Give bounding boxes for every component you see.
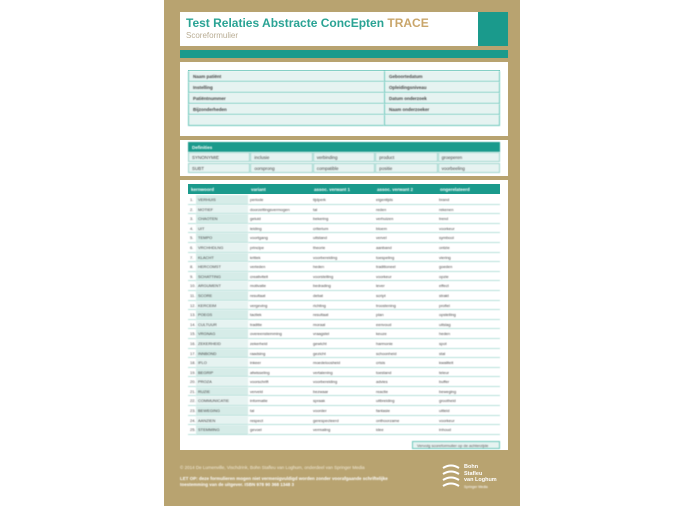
item-option[interactable]: bedrading: [311, 281, 374, 291]
item-option[interactable]: vermaling: [311, 425, 374, 435]
item-option[interactable]: tijdperk: [311, 195, 374, 205]
publisher-logo: [440, 462, 510, 492]
item-option[interactable]: tal: [311, 205, 374, 215]
patient-info-section: [180, 62, 508, 136]
item-option[interactable]: toestand: [374, 368, 437, 378]
info-field[interactable]: Geboortedatum: [384, 71, 500, 82]
item-option[interactable]: keuze: [374, 329, 437, 339]
item-number: 4.: [188, 224, 196, 234]
item-option[interactable]: reden: [374, 205, 437, 215]
info-field[interactable]: Instelling: [188, 82, 384, 93]
item-option[interactable]: eenvoud: [374, 320, 437, 330]
item-keyword: IFLO: [196, 358, 248, 368]
item-option[interactable]: kritiek: [248, 253, 311, 263]
item-option[interactable]: gezicht: [311, 349, 374, 359]
item-keyword: PROZA: [196, 377, 248, 387]
item-keyword: VRGNAG: [196, 329, 248, 339]
item-option[interactable]: goeden: [437, 262, 500, 272]
item-number: 16.: [188, 339, 196, 349]
item-row: [188, 291, 500, 301]
item-option[interactable]: symbool: [437, 233, 500, 243]
item-option[interactable]: toespeling: [374, 253, 437, 263]
item-keyword: AANZIEN: [196, 416, 248, 426]
item-number: 17.: [188, 349, 196, 359]
continue-note: Vervolg scoreformulier op de achterzijde: [412, 441, 500, 449]
item-option[interactable]: uitstand: [311, 233, 374, 243]
item-option[interactable]: doorzettingsvermogen: [248, 205, 311, 215]
item-row: [188, 281, 500, 291]
definition-cell: groeperen: [438, 152, 500, 162]
item-number: 7.: [188, 253, 196, 263]
item-keyword: BEWEGING: [196, 406, 248, 416]
item-row: [188, 262, 500, 272]
item-row: [188, 233, 500, 243]
item-option[interactable]: gerespecteerd: [311, 416, 374, 426]
item-option[interactable]: zekerheid: [248, 339, 311, 349]
definitions-section: [180, 140, 508, 176]
item-option[interactable]: opstelling: [437, 310, 500, 320]
item-option[interactable]: bekering: [311, 214, 374, 224]
item-number: 8.: [188, 262, 196, 272]
item-option[interactable]: inkeer: [248, 358, 311, 368]
item-number: 12.: [188, 301, 196, 311]
item-keyword: KLACHT: [196, 253, 248, 263]
item-number: 24.: [188, 416, 196, 426]
item-keyword: UIT: [196, 224, 248, 234]
item-option[interactable]: teleur: [437, 368, 500, 378]
info-field[interactable]: [384, 115, 500, 126]
info-field[interactable]: Opleidingsniveau: [384, 82, 500, 93]
title-main: Test Relaties Abstracte ConcEpten: [186, 16, 388, 30]
items-column-header: variant: [251, 187, 266, 192]
item-option[interactable]: voorkeur: [437, 416, 500, 426]
item-number: 13.: [188, 310, 196, 320]
item-option[interactable]: viering: [437, 253, 500, 263]
item-option[interactable]: theorie: [311, 243, 374, 253]
item-keyword: TEMPO: [196, 233, 248, 243]
item-row: [188, 425, 500, 435]
item-option[interactable]: afwisseling: [248, 368, 311, 378]
publisher-name-line1: Bohn: [464, 464, 479, 470]
item-keyword: ARGUMENT: [196, 281, 248, 291]
item-option[interactable]: spot: [437, 339, 500, 349]
item-row: [188, 387, 500, 397]
info-field[interactable]: [188, 115, 384, 126]
item-option[interactable]: brand: [437, 195, 500, 205]
item-option[interactable]: voorkeur: [374, 272, 437, 282]
item-option[interactable]: onthoorzame: [374, 416, 437, 426]
item-row: [188, 243, 500, 253]
item-option[interactable]: voorder: [311, 406, 374, 416]
info-field[interactable]: Datum onderzoek: [384, 93, 500, 104]
item-number: 23.: [188, 406, 196, 416]
item-row: [188, 329, 500, 339]
item-option[interactable]: informatie: [248, 396, 311, 406]
item-keyword: COMMUNICATIE: [196, 396, 248, 406]
item-option[interactable]: voorbereiding: [311, 377, 374, 387]
definition-cell: SYNONYMIE: [188, 152, 250, 162]
item-number: 11.: [188, 291, 196, 301]
item-row: [188, 310, 500, 320]
item-keyword: HERCOMST: [196, 262, 248, 272]
item-keyword: INNBOND: [196, 349, 248, 359]
item-option[interactable]: uitleid: [437, 406, 500, 416]
item-option[interactable]: uitslag: [437, 320, 500, 330]
item-option[interactable]: voorbereiding: [311, 253, 374, 263]
definition-cell: positie: [375, 163, 437, 173]
copyright-text: © 2014 De Lumenville, Vischdrink, Bohn Stafleu van Loghum, onderdeel van Springer Media: [180, 465, 365, 470]
items-table: [188, 195, 500, 435]
title-accent: TRACE: [387, 16, 429, 30]
item-number: 22.: [188, 396, 196, 406]
item-option[interactable]: overeenstemming: [248, 329, 311, 339]
item-option[interactable]: tal: [248, 406, 311, 416]
item-option[interactable]: creativiteit: [248, 272, 311, 282]
item-option[interactable]: idee: [374, 425, 437, 435]
item-row: [188, 320, 500, 330]
publisher-name-line2: Stafleu: [464, 470, 483, 477]
item-option[interactable]: vervel: [374, 233, 437, 243]
item-keyword: POEGS: [196, 310, 248, 320]
item-row: [188, 396, 500, 406]
item-row: [188, 339, 500, 349]
form-header: [180, 12, 508, 46]
item-option[interactable]: strakt: [437, 291, 500, 301]
item-number: 25.: [188, 425, 196, 435]
info-field[interactable]: Patiëntnummer: [188, 93, 384, 104]
item-number: 10.: [188, 281, 196, 291]
item-number: 6.: [188, 243, 196, 253]
item-option[interactable]: criterium: [311, 224, 374, 234]
item-option[interactable]: opzie: [437, 272, 500, 282]
definition-cell: voorbeeling: [438, 163, 500, 173]
item-keyword: CHAOTEN: [196, 214, 248, 224]
item-option[interactable]: aanband: [374, 243, 437, 253]
item-option[interactable]: spraak: [311, 396, 374, 406]
item-option[interactable]: fantasie: [374, 406, 437, 416]
item-option[interactable]: eigentijds: [374, 195, 437, 205]
item-option[interactable]: uitbreiding: [374, 396, 437, 406]
item-row: [188, 377, 500, 387]
item-option[interactable]: voorkeur: [437, 224, 500, 234]
item-option[interactable]: harmonie: [374, 339, 437, 349]
item-option[interactable]: effect: [437, 281, 500, 291]
items-column-header: assoc. verwant 2: [377, 187, 414, 192]
item-option[interactable]: principe: [248, 243, 311, 253]
item-keyword: BEGRIP: [196, 368, 248, 378]
item-option[interactable]: resultaat: [311, 310, 374, 320]
item-number: 5.: [188, 233, 196, 243]
item-row: [188, 195, 500, 205]
item-option[interactable]: respect: [248, 416, 311, 426]
item-option[interactable]: geluid: [248, 214, 311, 224]
item-option[interactable]: vertalening: [311, 368, 374, 378]
item-option[interactable]: beweging: [437, 387, 500, 397]
item-option[interactable]: voorstelling: [311, 272, 374, 282]
item-number: 9.: [188, 272, 196, 282]
item-row: [188, 224, 500, 234]
item-option[interactable]: advies: [374, 377, 437, 387]
item-option[interactable]: buffer: [437, 377, 500, 387]
definitions-grid: [188, 152, 500, 174]
item-option[interactable]: troostening: [374, 301, 437, 311]
item-number: 20.: [188, 377, 196, 387]
item-option[interactable]: heden: [311, 262, 374, 272]
item-option[interactable]: gevoel: [248, 425, 311, 435]
publisher-name: [464, 464, 497, 484]
definition-cell: compatible: [313, 163, 375, 173]
item-keyword: ZEKERHEID: [196, 339, 248, 349]
item-option[interactable]: tactiek: [248, 310, 311, 320]
item-row: [188, 406, 500, 416]
info-field[interactable]: Naam patiënt: [188, 71, 384, 82]
item-option[interactable]: lever: [374, 281, 437, 291]
item-number: 3.: [188, 214, 196, 224]
item-option[interactable]: verleden: [248, 262, 311, 272]
item-option[interactable]: grootheid: [437, 396, 500, 406]
item-option[interactable]: voortgang: [248, 233, 311, 243]
item-option[interactable]: moedeloosheid: [311, 358, 374, 368]
item-option[interactable]: gewicht: [311, 339, 374, 349]
copyright-notice: LET OP: deze formulieren mogen niet vermenigvuldigd worden zonder voorafgaande schriftelijke toestemming van de uitgever. ISBN 978 90 368 1348 3: [180, 476, 388, 487]
item-option[interactable]: script: [374, 291, 437, 301]
definition-cell: product: [375, 152, 437, 162]
item-row: [188, 272, 500, 282]
item-number: 2.: [188, 205, 196, 215]
document-title: [186, 16, 429, 30]
item-option[interactable]: bezwaar: [311, 387, 374, 397]
item-keyword: SCHATTING: [196, 272, 248, 282]
item-option[interactable]: crisis: [374, 358, 437, 368]
publisher-logo-icon: [440, 462, 462, 490]
item-row: [188, 358, 500, 368]
definition-cell: SUBT: [188, 163, 250, 173]
item-row: [188, 349, 500, 359]
item-option[interactable]: heden: [437, 329, 500, 339]
items-section: [180, 180, 508, 450]
items-column-header: assoc. verwant 1: [314, 187, 351, 192]
item-option[interactable]: leiding: [248, 224, 311, 234]
info-field[interactable]: Naam onderzoeker: [384, 104, 500, 115]
definitions-heading: Definities: [188, 142, 500, 152]
item-option[interactable]: bloem: [374, 224, 437, 234]
score-form-page: [164, 0, 520, 506]
item-row: [188, 205, 500, 215]
item-number: 15.: [188, 329, 196, 339]
item-option[interactable]: richting: [311, 301, 374, 311]
item-number: 14.: [188, 320, 196, 330]
item-option[interactable]: verhuizen: [374, 214, 437, 224]
item-option[interactable]: profiel: [437, 301, 500, 311]
header-accent-block: [478, 12, 508, 46]
item-option[interactable]: motivatie: [248, 281, 311, 291]
item-option[interactable]: voorschrift: [248, 377, 311, 387]
item-keyword: KERCEIM: [196, 301, 248, 311]
item-row: [188, 301, 500, 311]
item-option[interactable]: reactie: [374, 387, 437, 397]
item-option[interactable]: vraagstel: [311, 329, 374, 339]
item-row: [188, 416, 500, 426]
definition-cell: oorsprong: [250, 163, 312, 173]
items-column-header: ongerelateerd: [440, 187, 470, 192]
items-header-row: [188, 184, 500, 194]
item-keyword: MOTIEF: [196, 205, 248, 215]
item-option[interactable]: ontzie: [437, 243, 500, 253]
item-option[interactable]: trend: [437, 214, 500, 224]
item-option[interactable]: rekenen: [437, 205, 500, 215]
item-keyword: CULTUUR: [196, 320, 248, 330]
info-field[interactable]: Bijzonderheden: [188, 104, 384, 115]
item-option[interactable]: stal: [437, 349, 500, 359]
item-keyword: RUZIE: [196, 387, 248, 397]
item-row: [188, 368, 500, 378]
items-column-header: kernwoord: [191, 187, 215, 192]
publisher-name-line3: van Loghum: [464, 477, 497, 483]
item-row: [188, 253, 500, 263]
item-keyword: STEMMING: [196, 425, 248, 435]
patient-info-grid: [188, 70, 500, 126]
item-option[interactable]: vergeving: [248, 301, 311, 311]
item-option[interactable]: debat: [311, 291, 374, 301]
item-option[interactable]: traditie: [248, 320, 311, 330]
item-keyword: SCORE: [196, 291, 248, 301]
item-option[interactable]: plan: [374, 310, 437, 320]
item-option[interactable]: inhoud: [437, 425, 500, 435]
item-option[interactable]: periode: [248, 195, 311, 205]
item-option[interactable]: traditioneel: [374, 262, 437, 272]
item-option[interactable]: verveld: [248, 387, 311, 397]
item-number: 1.: [188, 195, 196, 205]
item-option[interactable]: kwaliteit: [437, 358, 500, 368]
item-number: 21.: [188, 387, 196, 397]
item-option[interactable]: raadsing: [248, 349, 311, 359]
definition-cell: inclusie: [250, 152, 312, 162]
item-option[interactable]: resultaat: [248, 291, 311, 301]
item-number: 19.: [188, 368, 196, 378]
item-row: [188, 214, 500, 224]
item-option[interactable]: schoonheid: [374, 349, 437, 359]
item-number: 18.: [188, 358, 196, 368]
publisher-subtext: Springer Media: [464, 485, 488, 489]
item-keyword: VERHUIS: [196, 195, 248, 205]
document-subtitle: Scoreformulier: [186, 31, 239, 40]
definition-cell: verbinding: [313, 152, 375, 162]
item-keyword: VRCHHDLNG: [196, 243, 248, 253]
item-option[interactable]: moraal: [311, 320, 374, 330]
header-divider: [180, 50, 508, 58]
